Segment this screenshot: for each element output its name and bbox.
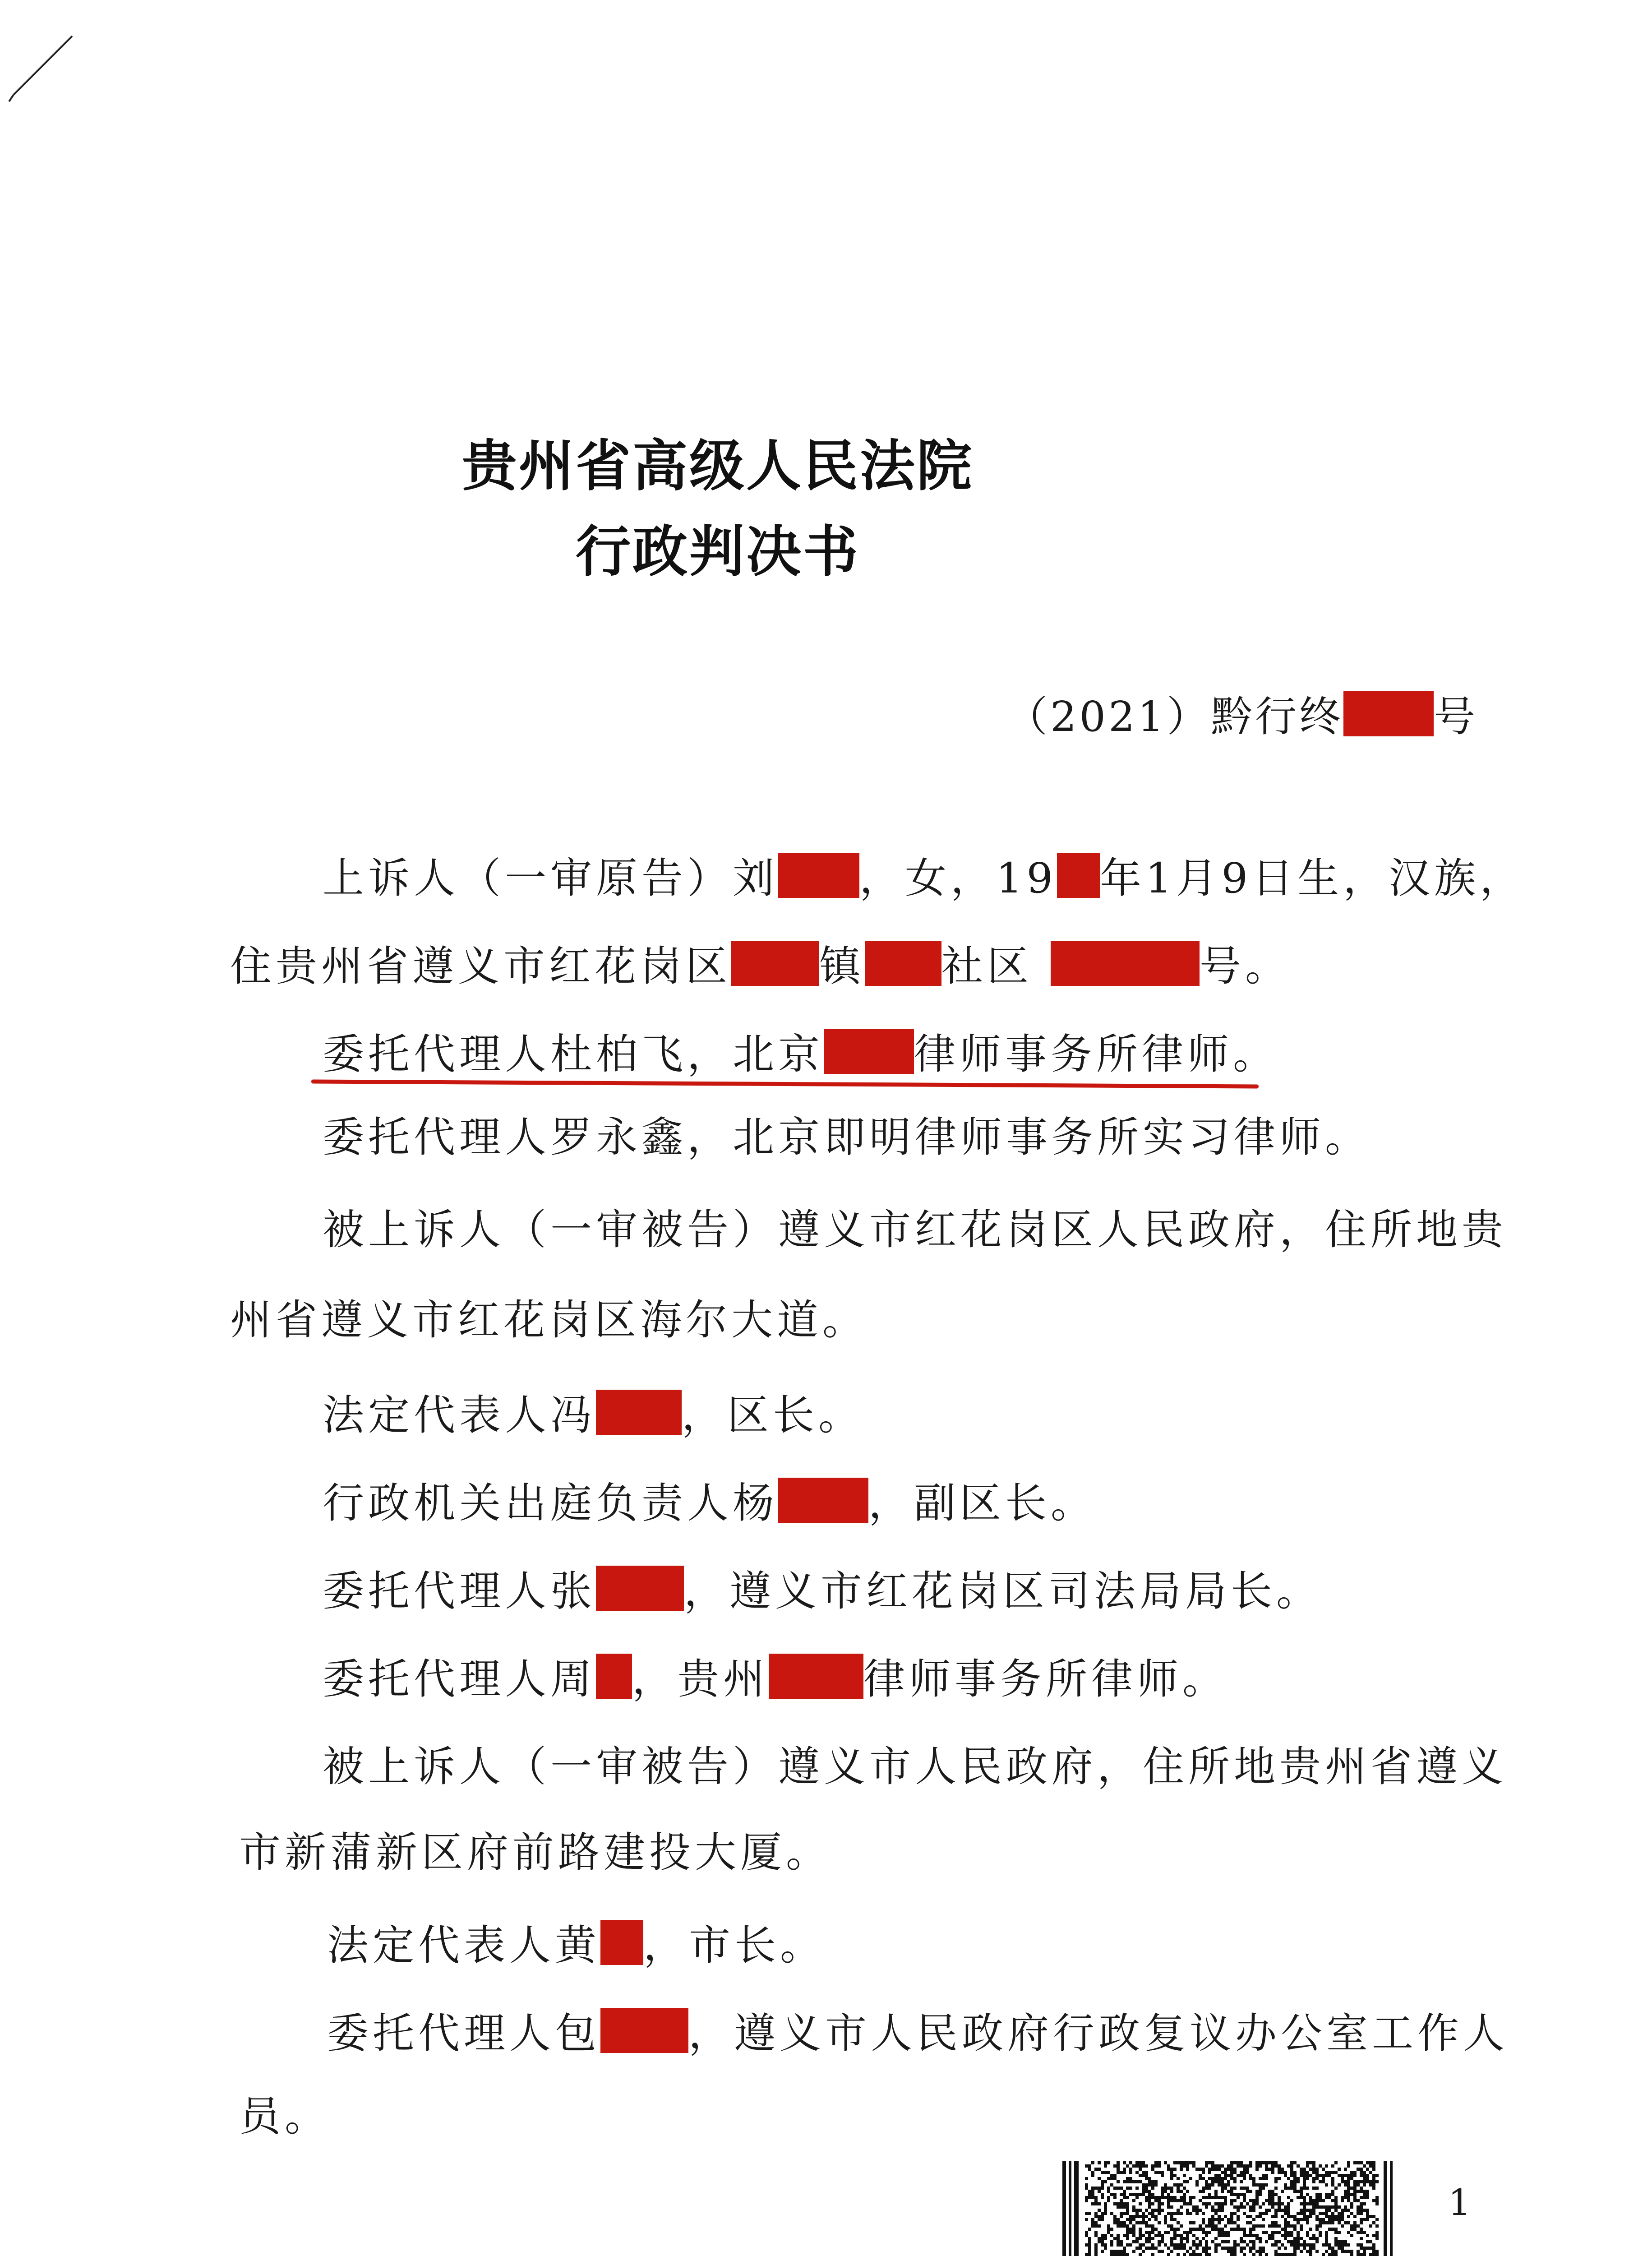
text-segment: ，市长。 — [643, 1921, 826, 1969]
case-number-prefix: （2021）黔行终 — [1006, 693, 1344, 741]
text-segment: 律师事务所律师。 — [914, 1030, 1279, 1078]
party-line — [327, 2008, 1509, 2057]
red-underline — [311, 1080, 1259, 1089]
case-number — [1006, 684, 1478, 743]
text-segment: 委托代理人周 — [323, 1655, 596, 1703]
redaction-box — [600, 2008, 688, 2053]
party-line: 被上诉人（一审被告）遵义市红花岗区人民政府，住所地贵 — [323, 1206, 1508, 1254]
text-segment: 镇 — [819, 942, 865, 990]
party-line — [323, 1478, 1097, 1527]
redaction-box — [596, 1566, 684, 1611]
case-number-suffix: 号 — [1434, 693, 1478, 741]
redaction-box — [600, 1920, 643, 1965]
party-line — [230, 941, 1291, 990]
document-type: 行政判决书 — [576, 520, 860, 584]
text-segment: ，遵义市红花岗区司法局局长。 — [684, 1567, 1322, 1615]
redaction-box — [596, 1390, 682, 1435]
text-segment: 行政机关出庭负责人杨 — [323, 1479, 779, 1527]
party-line — [323, 1566, 1322, 1615]
party-line: 员。 — [239, 2092, 331, 2140]
text-segment: 委托代理人张 — [323, 1567, 596, 1615]
party-line: 被上诉人（一审被告）遵义市人民政府，住所地贵州省遵义 — [323, 1743, 1508, 1791]
redaction-box — [769, 1654, 863, 1699]
redaction-box — [865, 941, 941, 986]
redaction-box — [778, 1478, 868, 1523]
text-segment: 年1月9日生，汉族， — [1100, 854, 1526, 902]
redaction-box — [731, 941, 819, 986]
text-segment: 社区 — [941, 942, 1033, 990]
text-segment: 律师事务所律师。 — [863, 1655, 1228, 1703]
party-line — [327, 1920, 826, 1969]
pen-stroke-mark — [5, 27, 77, 104]
party-line — [323, 1654, 1228, 1703]
text-segment: 住贵州省遵义市红花岗区 — [230, 942, 732, 990]
text-segment: ，贵州 — [632, 1655, 769, 1703]
party-line: 委托代理人罗永鑫，北京即明律师事务所实习律师。 — [323, 1113, 1371, 1161]
text-segment: ，区长。 — [682, 1391, 864, 1439]
text-segment: 法定代表人冯 — [323, 1391, 596, 1439]
court-name: 贵州省高级人民法院 — [462, 434, 974, 498]
redaction-box — [1051, 941, 1200, 986]
redaction-box — [778, 853, 859, 898]
text-segment: ，女，19 — [859, 854, 1057, 902]
party-line — [323, 1029, 1279, 1078]
barcode-icon — [1062, 2161, 1396, 2256]
text-segment: ，遵义市人民政府行政复议办公室工作人 — [688, 2009, 1509, 2057]
party-line — [323, 853, 1526, 902]
text-segment: 法定代表人黄 — [327, 1921, 601, 1969]
party-line: 州省遵义市红花岗区海尔大道。 — [230, 1296, 868, 1344]
party-line — [323, 1390, 864, 1439]
text-segment: 委托代理人包 — [327, 2009, 601, 2057]
party-line: 市新蒲新区府前路建投大厦。 — [239, 1828, 832, 1877]
text-segment: 委托代理人杜柏飞，北京 — [323, 1030, 824, 1078]
page-number: 1 — [1448, 2182, 1471, 2224]
text-segment: ，副区长。 — [868, 1479, 1097, 1527]
text-segment: 号。 — [1200, 942, 1291, 990]
redaction-box — [596, 1654, 632, 1699]
redaction-box — [824, 1029, 914, 1074]
text-segment: 上诉人（一审原告）刘 — [323, 854, 779, 902]
redaction-box — [1343, 691, 1434, 736]
redaction-box — [1057, 853, 1100, 898]
